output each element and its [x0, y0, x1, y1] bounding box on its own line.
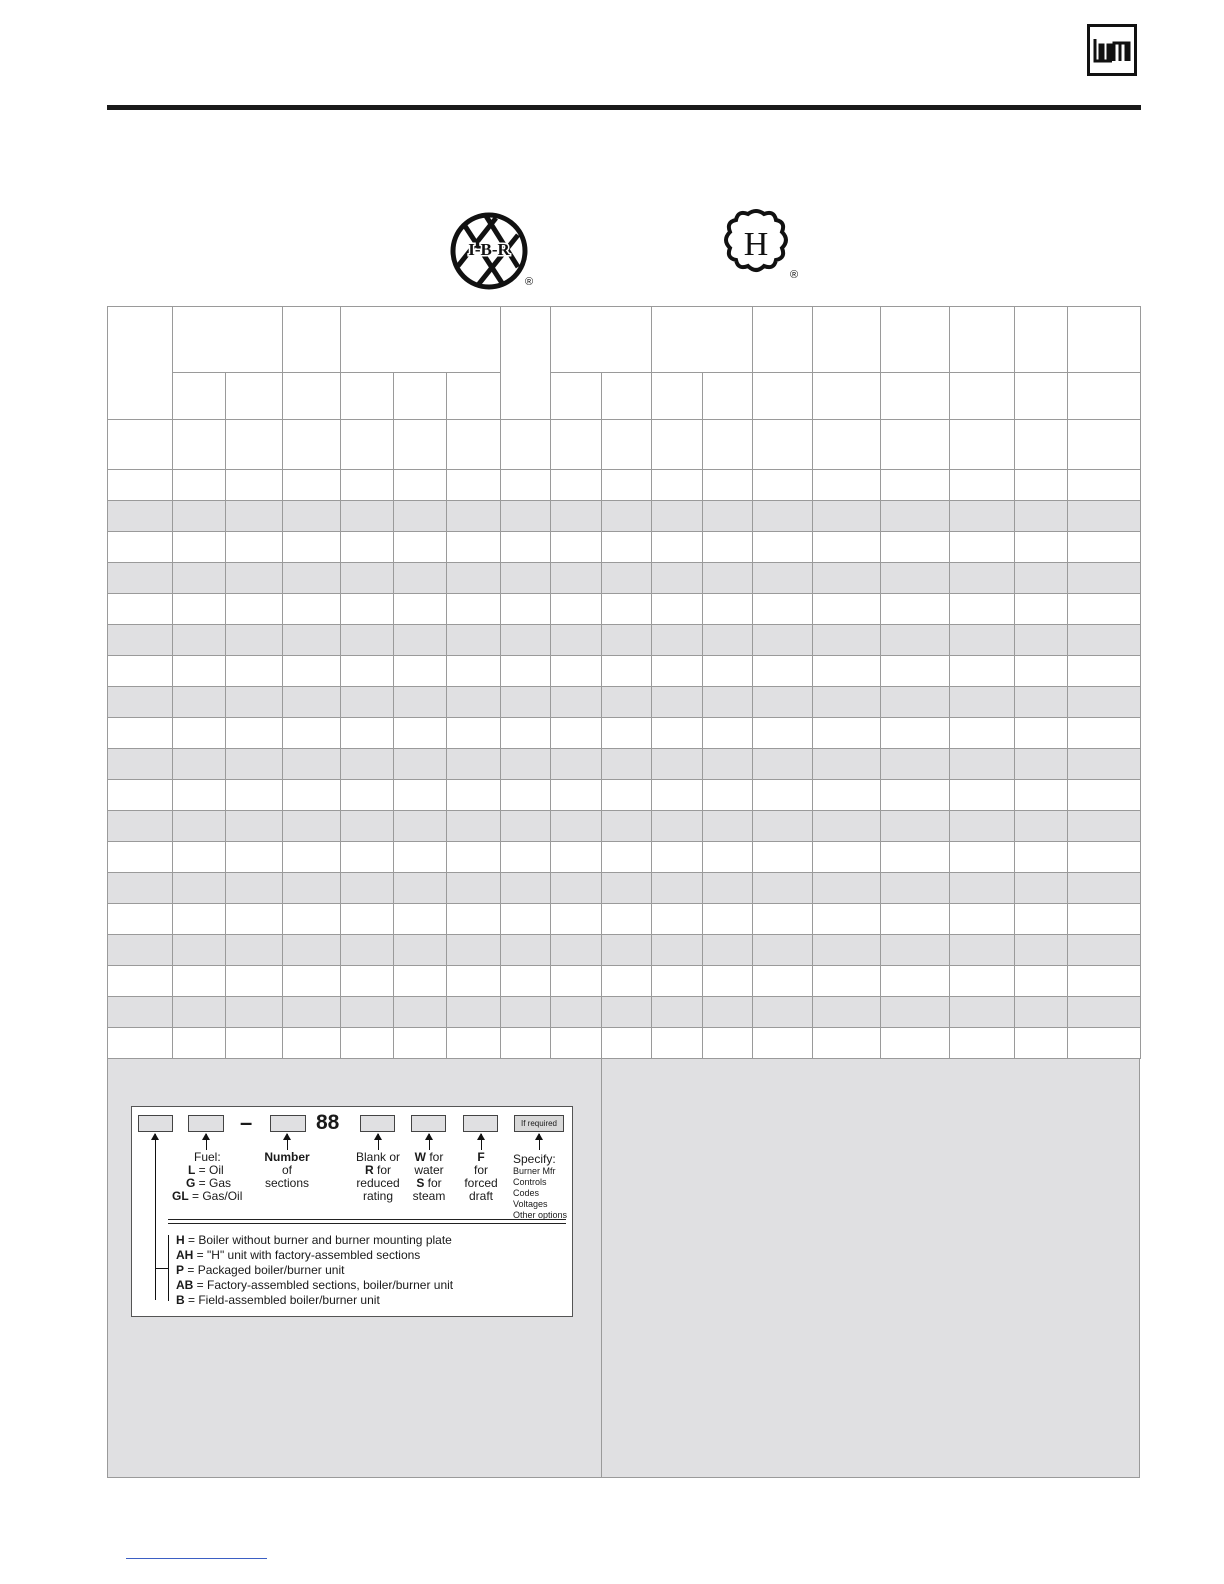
legend-double-rule: [168, 1219, 566, 1224]
header-cell: [1068, 307, 1141, 373]
header-cell: [950, 307, 1015, 373]
prefix-connector: [155, 1268, 168, 1269]
prefix-item: P = Packaged boiler/burner unit: [176, 1263, 345, 1277]
table-row: [108, 656, 1141, 687]
specify-item: Controls: [513, 1177, 547, 1187]
table-row: [108, 687, 1141, 718]
h-text: H: [743, 226, 769, 263]
table-header-row: [108, 307, 1141, 373]
rating-arrow-icon: [378, 1134, 379, 1150]
header-cell: [813, 307, 881, 373]
water-steam-box: [411, 1115, 446, 1132]
header-rule: [107, 105, 1141, 110]
rating-box: [360, 1115, 395, 1132]
sections-box: [270, 1115, 306, 1132]
ibr-seal-icon: [448, 210, 536, 290]
specify-item: Burner Mfr: [513, 1166, 556, 1176]
prefix-item: AB = Factory-assembled sections, boiler/burner unit: [176, 1278, 454, 1292]
specify-caption: Specify: Burner Mfr Controls Codes Voltages Other options: [513, 1152, 568, 1220]
prefix-arrow-icon: [155, 1134, 156, 1300]
wm-logo-icon: [1090, 27, 1134, 73]
header-cell: [652, 307, 753, 373]
header-cell: [1015, 307, 1068, 373]
model-number: 88: [316, 1111, 340, 1134]
table-row: [108, 997, 1141, 1028]
header-cell: [173, 307, 283, 373]
table-row: [108, 780, 1141, 811]
table-row: [108, 501, 1141, 532]
sections-arrow-icon: [287, 1134, 288, 1150]
fuel-arrow-icon: [206, 1134, 207, 1150]
table-row: [108, 749, 1141, 780]
asme-h-stamp-icon: [714, 208, 802, 284]
prefix-bracket: [168, 1235, 169, 1301]
table-row: [108, 966, 1141, 997]
sections-caption: Number of sections: [264, 1150, 310, 1190]
table-row: [108, 811, 1141, 842]
ibr-text: I-B-R: [468, 240, 510, 259]
header-cell: [881, 307, 950, 373]
header-cell: [283, 307, 341, 373]
table-row: [108, 904, 1141, 935]
ratings-table: [107, 306, 1140, 1059]
registered-mark: ®: [789, 269, 799, 281]
registered-mark: ®: [524, 276, 534, 288]
asme-h-stamp: [714, 208, 802, 284]
table-row: [108, 1028, 1141, 1059]
header-cell: [551, 307, 652, 373]
prefix-item: H = Boiler without burner and burner mounting plate: [176, 1233, 452, 1247]
specify-arrow-icon: [539, 1134, 540, 1150]
footer-link-underline[interactable]: [126, 1558, 267, 1559]
fuel-box: [188, 1115, 224, 1132]
table-row: [108, 625, 1141, 656]
table-row: [108, 935, 1141, 966]
model-number-legend: [131, 1106, 573, 1317]
prefix-list: [176, 1233, 453, 1308]
header-cell: [501, 307, 551, 420]
table-units-row: [108, 420, 1141, 470]
table-row: [108, 594, 1141, 625]
header-cell: [753, 307, 813, 373]
draft-caption: F for forced draft: [464, 1150, 498, 1203]
table-row: [108, 563, 1141, 594]
notes-divider: [601, 1059, 602, 1478]
water-arrow-icon: [429, 1134, 430, 1150]
fuel-caption: Fuel: L = Oil G = Gas GL = Gas/Oil: [172, 1150, 243, 1203]
rating-caption: Blank or R for reduced rating: [355, 1150, 401, 1203]
draft-box: [463, 1115, 498, 1132]
specify-item: Voltages: [513, 1199, 548, 1209]
if-required-box: If required: [514, 1115, 564, 1132]
table-row: [108, 470, 1141, 501]
table-row: [108, 842, 1141, 873]
prefix-item: AH = "H" unit with factory-assembled sections: [176, 1248, 421, 1262]
table-row: [108, 873, 1141, 904]
specify-item: Other options: [513, 1210, 568, 1220]
model-dash: –: [240, 1110, 253, 1135]
header-cell: [341, 307, 501, 373]
table-subheader-row: [108, 373, 1141, 420]
water-steam-caption: W for water S for steam: [412, 1150, 446, 1203]
header-cell: [108, 307, 173, 420]
table-row: [108, 718, 1141, 749]
table-row: [108, 532, 1141, 563]
wm-logo: [1087, 24, 1137, 76]
ibr-seal: [448, 210, 536, 290]
draft-arrow-icon: [481, 1134, 482, 1150]
prefix-box: [138, 1115, 173, 1132]
prefix-item: B = Field-assembled boiler/burner unit: [176, 1293, 380, 1307]
specify-item: Codes: [513, 1188, 540, 1198]
